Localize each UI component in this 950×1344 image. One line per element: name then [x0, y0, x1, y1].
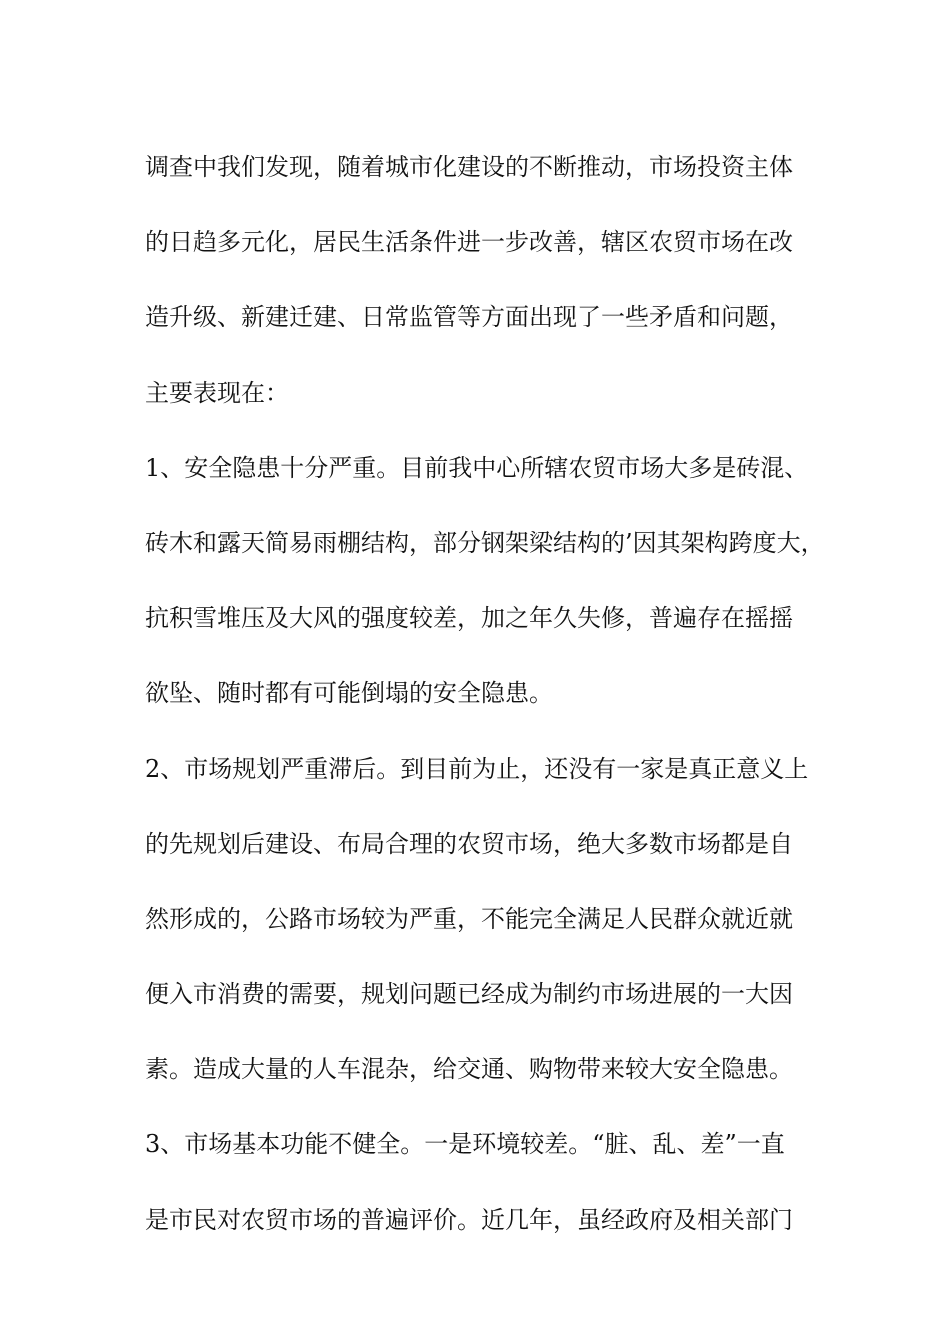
text-line: 3、市场基本功能不健全。一是环境较差。“脏、乱、差”一直 [145, 1130, 785, 1159]
text-line: 素。造成大量的人车混杂，给交通、购物带来较大安全隐患。 [145, 1055, 793, 1084]
text-line: 调查中我们发现，随着城市化建设的不断推动，市场投资主体 [145, 153, 793, 181]
text-line: 然形成的，公路市场较为严重，不能完全满足人民群众就近就 [145, 904, 793, 933]
text-line: 欲坠、随时都有可能倒塌的安全隐患。 [145, 679, 553, 708]
text-line: 的日趋多元化，居民生活条件进一步改善，辖区农贸市场在改 [145, 228, 793, 257]
text-line: 主要表现在： [145, 378, 289, 407]
text-line: 造升级、新建迁建、日常监管等方面出现了一些矛盾和问题， [145, 303, 793, 332]
text-line: 的先规划后建设、布局合理的农贸市场，绝大多数市场都是自 [145, 829, 793, 858]
text-line: 1、安全隐患十分严重。目前我中心所辖农贸市场大多是砖混、 [145, 453, 809, 482]
text-line: 2、市场规划严重滞后。到目前为止，还没有一家是真正意义上 [145, 754, 809, 783]
text-line: 便入市消费的需要，规划问题已经成为制约市场进展的一大因 [145, 980, 793, 1009]
text-line: 砖木和露天简易雨棚结构，部分钢架梁结构的’因其架构跨度大， [145, 528, 825, 557]
text-line: 抗积雪堆压及大风的强度较差，加之年久失修，普遍存在摇摇 [145, 604, 793, 633]
text-line: 是市民对农贸市场的普遍评价。近几年，虽经政府及相关部门 [145, 1205, 793, 1234]
body-text [145, 130, 835, 1258]
